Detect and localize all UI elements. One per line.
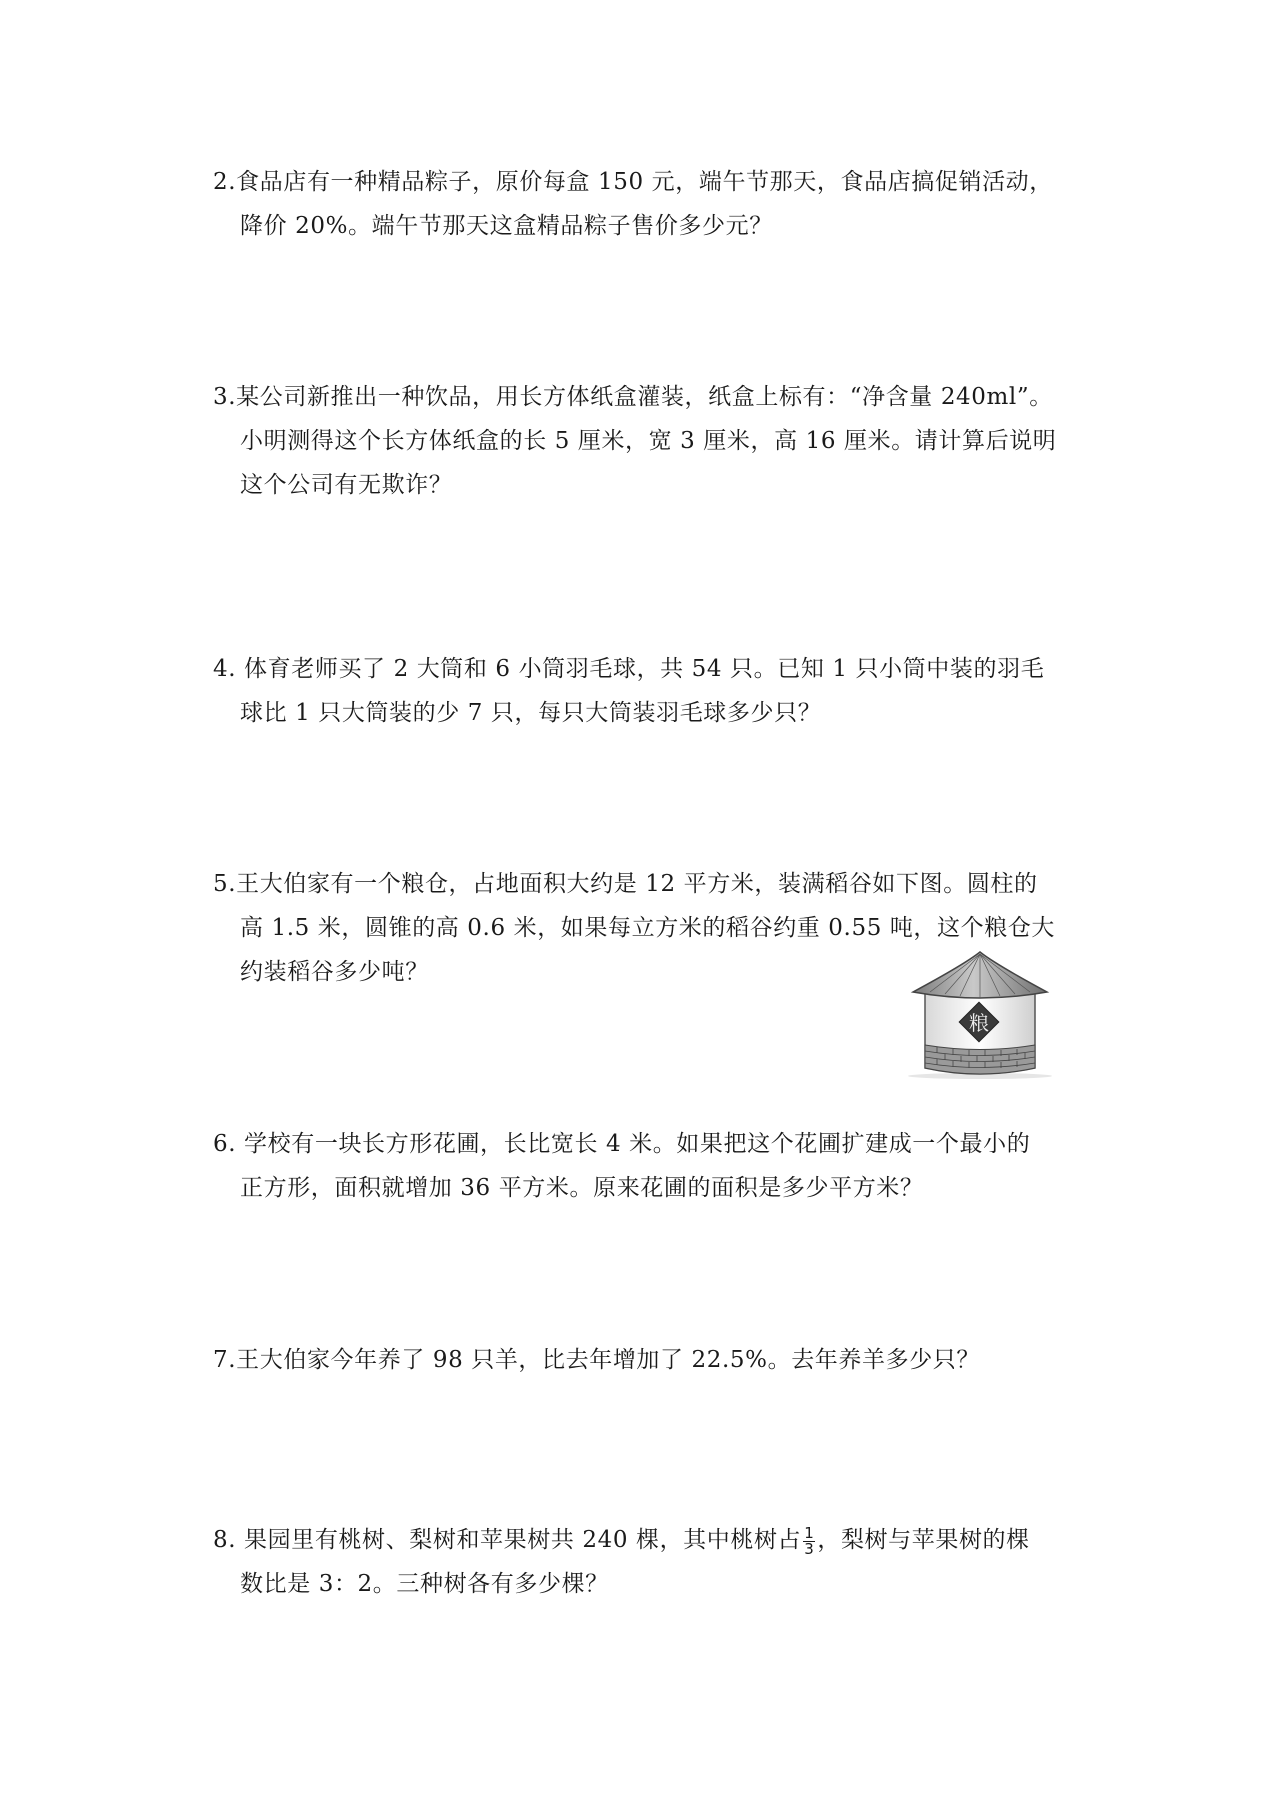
question-6-line-2: 正方形，面积就增加 36 平方米。原来花圃的面积是多少平方米？ <box>240 1175 924 1201</box>
fraction-numerator: 1 <box>804 1523 815 1542</box>
question-8-line-1 <box>213 1518 1113 1562</box>
question-3-line-2: 小明测得这个长方体纸盒的长 5 厘米，宽 3 厘米，高 16 厘米。请计算后说明 <box>240 428 1057 454</box>
fraction-denominator: 3 <box>804 1539 815 1558</box>
question-2-line-2: 降价 20%。端午节那天这盒精品粽子售价多少元？ <box>240 213 773 239</box>
question-5-line-2: 高 1.5 米，圆锥的高 0.6 米，如果每立方米的稻谷约重 0.55 吨，这个粮仓大 <box>240 915 1056 941</box>
question-5-line-1: 5.王大伯家有一个粮仓，占地面积大约是 12 平方米，装满稻谷如下图。圆柱的 <box>213 871 1038 897</box>
question-8-line-2: 数比是 3：2。三种树各有多少棵？ <box>240 1571 609 1597</box>
question-4-line-2: 球比 1 只大筒装的少 7 只，每只大筒装羽毛球多少只？ <box>240 700 822 726</box>
question-3-line-3: 这个公司有无欺诈？ <box>240 472 453 498</box>
question-6-line-1: 6. 学校有一块长方形花圃，长比宽长 4 米。如果把这个花圃扩建成一个最小的 <box>213 1131 1031 1157</box>
question-3-line-1: 3.某公司新推出一种饮品，用长方体纸盒灌装，纸盒上标有：“净含量 240ml”。 <box>213 384 1053 410</box>
question-2-line-1: 2.食品店有一种精品粽子，原价每盒 150 元，端午节那天，食品店搞促销活动， <box>213 169 1053 195</box>
question-3 <box>213 375 1113 507</box>
question-2 <box>213 160 1113 248</box>
question-6 <box>213 1122 1113 1210</box>
question-4-line-1: 4. 体育老师买了 2 大筒和 6 小筒羽毛球，共 54 只。已知 1 只小筒中装的羽毛 <box>213 656 1045 682</box>
granary-illustration <box>905 950 1055 1080</box>
question-8 <box>213 1518 1113 1606</box>
question-4 <box>213 647 1113 735</box>
question-7-line-1: 7.王大伯家今年养了 98 只羊，比去年增加了 22.5%。去年养羊多少只？ <box>213 1347 981 1373</box>
question-8-text-after: ，梨树与苹果树的棵 <box>817 1527 1030 1553</box>
granary-sign-character: 粮 <box>969 1011 989 1035</box>
question-5-line-3: 约装稻谷多少吨？ <box>240 959 429 985</box>
question-8-text-before: 8. 果园里有桃树、梨树和苹果树共 240 棵，其中桃树占 <box>213 1527 802 1553</box>
question-7 <box>213 1338 1113 1382</box>
fraction-one-third <box>803 1523 815 1558</box>
